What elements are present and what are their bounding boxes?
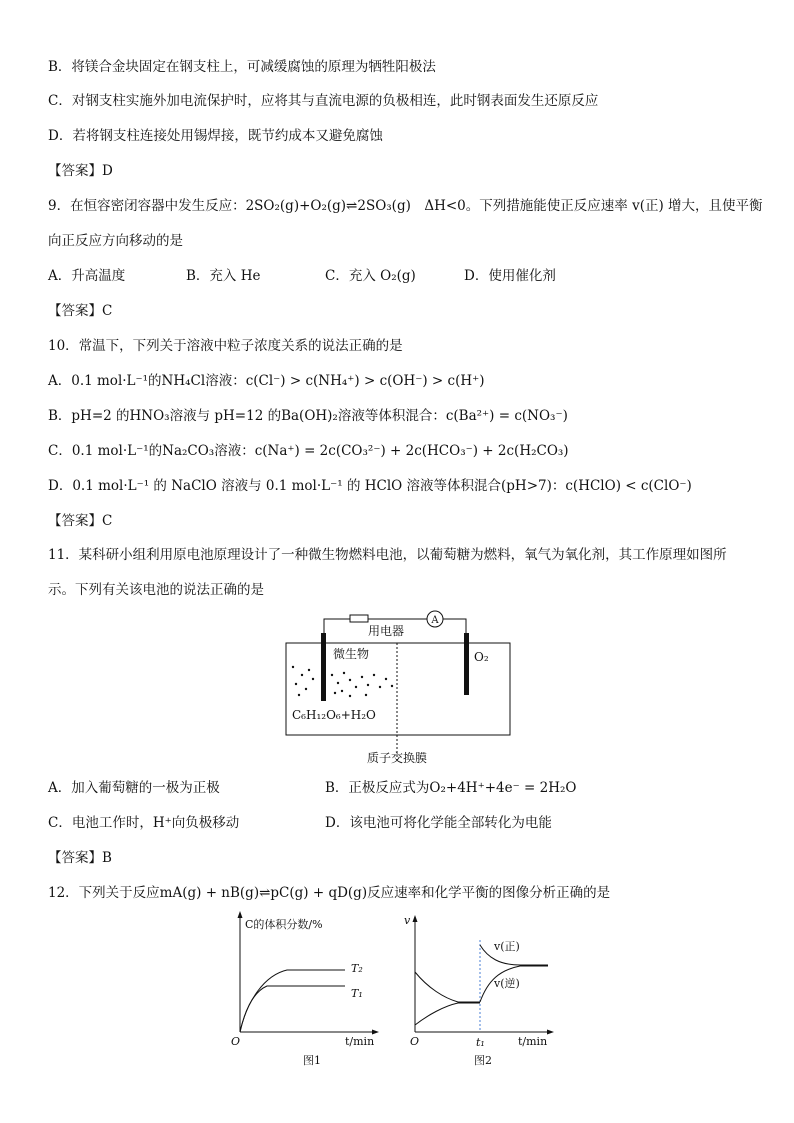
fig2-v-forward-before — [415, 972, 480, 1002]
q9-stem-line1: 9．在恒容密闭容器中发生反应：2SO₂(g)+O₂(g)⇌2SO₃(g) ΔH<0。下列措施能使正反应速率 v(正) 增大，且使平衡 — [48, 198, 763, 214]
fig1-ylabel: C的体积分数/% — [245, 918, 323, 931]
figure-1-graph — [225, 910, 390, 1070]
fig1-caption: 图1 — [303, 1054, 321, 1067]
q11-stem-line2: 示。下列有关该电池的说法正确的是 — [48, 582, 264, 598]
o2-label: O₂ — [474, 650, 489, 664]
fig1-x-arrow-icon — [372, 1030, 379, 1035]
fig1-label-t2: T₂ — [351, 962, 363, 975]
fig1-origin: O — [231, 1035, 241, 1048]
appliance-label: 用电器 — [368, 624, 405, 638]
fig1-y-arrow-icon — [238, 911, 243, 918]
fig2-origin: O — [410, 1035, 420, 1048]
fuel-label: C₆H₁₂O₆+H₂O — [292, 708, 376, 722]
q8-option-b: B．将镁合金块固定在钢支柱上，可减缓腐蚀的原理为牺牲阳极法 — [48, 59, 436, 75]
fig2-label-v-reverse: v(逆) — [494, 977, 520, 990]
resistor-icon — [350, 615, 368, 622]
figure-2-graph — [400, 910, 565, 1070]
q8-option-d: D．若将钢支柱连接处用锡焊接，既节约成本又避免腐蚀 — [48, 128, 383, 144]
q9-answer: 【答案】C — [48, 303, 113, 319]
fig1-label-t1: T₁ — [351, 987, 363, 1000]
q11-option-d: D．该电池可将化学能全部转化为电能 — [325, 815, 552, 831]
ammeter-label: A — [431, 615, 439, 626]
q10-option-d: D．0.1 mol·L⁻¹ 的 NaClO 溶液与 0.1 mol·L⁻¹ 的 HClO 溶液等体积混合(pH>7)：c(HClO) < c(ClO⁻) — [48, 478, 692, 494]
q9-option-a: A．升高温度 — [48, 268, 126, 284]
q9-option-c: C．充入 O₂(g) — [325, 268, 416, 284]
q11-option-a: A．加入葡萄糖的一极为正极 — [48, 780, 220, 796]
fig2-label-v-forward: v(正) — [494, 940, 520, 953]
q8-option-c: C．对钢支柱实施外加电流保护时，应将其与直流电源的负极相连，此时钢表面发生还原反应 — [48, 93, 599, 109]
q11-option-b: B．正极反应式为O₂+4H⁺+4e⁻ = 2H₂O — [325, 780, 577, 796]
q9-option-d: D．使用催化剂 — [464, 268, 556, 284]
fig2-v-reverse-before — [415, 1003, 480, 1025]
q8-answer: 【答案】D — [48, 163, 113, 179]
fig1-xlabel: t/min — [345, 1035, 375, 1048]
fig2-caption: 图2 — [474, 1054, 492, 1067]
q11-stem-line1: 11．某科研小组利用原电池原理设计了一种微生物燃料电池，以葡萄糖为燃料，氧气为氧化剂，其工作原理如图所 — [48, 547, 727, 563]
fig1-curve-t1 — [240, 986, 345, 1032]
fig2-y-arrow-icon — [413, 915, 418, 922]
fig2-t1-tick: t₁ — [476, 1036, 485, 1049]
fig1-curve-t2 — [240, 970, 345, 1032]
q10-answer: 【答案】C — [48, 513, 113, 529]
q10-option-a: A．0.1 mol·L⁻¹的NH₄Cl溶液：c(Cl⁻) > c(NH₄⁺) > c(OH⁻) > c(H⁺) — [48, 373, 485, 389]
fig2-ylabel: v — [404, 914, 411, 927]
microbe-label: 微生物 — [333, 647, 370, 661]
membrane-label: 质子交换膜 — [367, 751, 428, 765]
q10-stem: 10．常温下，下列关于溶液中粒子浓度关系的说法正确的是 — [48, 338, 403, 354]
cathode-electrode — [464, 633, 469, 695]
q10-option-c: C．0.1 mol·L⁻¹的Na₂CO₃溶液：c(Na⁺) = 2c(CO₃²⁻) + 2c(HCO₃⁻) + 2c(H₂CO₃) — [48, 443, 569, 459]
fig2-x-arrow-icon — [547, 1030, 554, 1035]
fig2-xlabel: t/min — [518, 1035, 548, 1048]
q9-stem-line2: 向正反应方向移动的是 — [48, 233, 183, 249]
q11-option-c: C．电池工作时，H⁺向负极移动 — [48, 815, 240, 831]
fuel-cell-figure — [280, 605, 520, 770]
q9-option-b: B．充入 He — [186, 268, 261, 284]
q12-stem: 12．下列关于反应mA(g) + nB(g)⇌pC(g) + qD(g)反应速率和化学平衡的图像分析正确的是 — [48, 885, 611, 901]
anode-electrode — [321, 633, 326, 701]
q11-answer: 【答案】B — [48, 850, 112, 866]
microbe-dots — [292, 666, 393, 697]
q10-option-b: B．pH=2 的HNO₃溶液与 pH=12 的Ba(OH)₂溶液等体积混合：c(Ba²⁺) = c(NO₃⁻) — [48, 408, 568, 424]
